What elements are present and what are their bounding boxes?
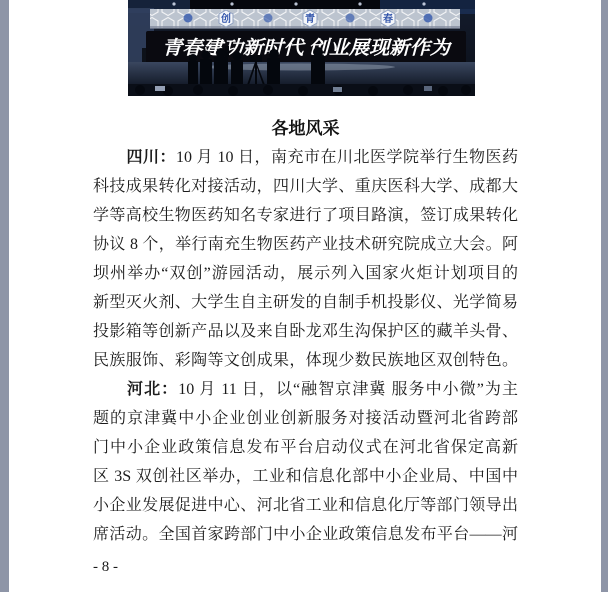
body-text [93, 143, 518, 549]
hex-char-chuang: 创 [221, 14, 231, 25]
banner-slogan-text: 青春建功新时代 创业展现新作为 [162, 38, 433, 59]
body-line: 学等高校生物医药知名专家进行了项目路演，签订成果转化 [93, 207, 518, 224]
hexagon-band [150, 9, 460, 29]
body-line: 民族服饰、彩陶等文创成果，体现少数民族地区双创特色。 [93, 352, 518, 369]
paragraph-lead-hebei: 河北： [126, 381, 179, 398]
body-line: 四川：10 月 10 日，南充市在川北医学院举行生物医药 [126, 149, 518, 166]
body-line: 小企业发展促进中心、河北省工业和信息化厅等部门领导出 [93, 497, 518, 514]
page-number: - 8 - [93, 559, 118, 575]
event-photo-graphic [128, 0, 475, 96]
body-line: 科技成果转化对接活动，四川大学、重庆医科大学、成都大 [93, 178, 518, 195]
section-heading: 各地风采 [271, 119, 340, 138]
body-line: 坝州举办“双创”游园活动，展示列入国家火炬计划项目的 [93, 265, 518, 282]
body-line: 协议 8 个，举行南充生物医药产业技术研究院成立大会。阿 [93, 236, 518, 253]
hex-char-qing: 青 [305, 14, 315, 25]
event-photo [128, 0, 475, 96]
hex-char-chun: 春 [383, 14, 393, 25]
body-line: 区 3S 双创社区举办，工业和信息化部中小企业局、中国中 [93, 468, 518, 485]
body-line: 席活动。全国首家跨部门中小企业政策信息发布平台——河 [93, 526, 518, 543]
viewer-gutter-right [601, 0, 608, 592]
body-line: 投影箱等创新产品以及来自卧龙邓生沟保护区的藏羊头骨、 [93, 323, 518, 340]
paragraph-lead-sichuan: 四川： [126, 149, 176, 166]
body-line: 门中小企业政策信息发布平台启动仪式在河北省保定高新 [93, 439, 518, 456]
body-line: 新型灭火剂、大学生自主研发的自制手机投影仪、光学简易 [93, 294, 518, 311]
body-line: 题的京津冀中小企业创业创新服务对接活动暨河北省跨部 [93, 410, 518, 427]
viewer-gutter-left [0, 0, 9, 592]
body-line: 河北：10 月 11 日，以“融智京津冀 服务中小微”为主 [126, 381, 518, 398]
document-page [9, 0, 601, 592]
